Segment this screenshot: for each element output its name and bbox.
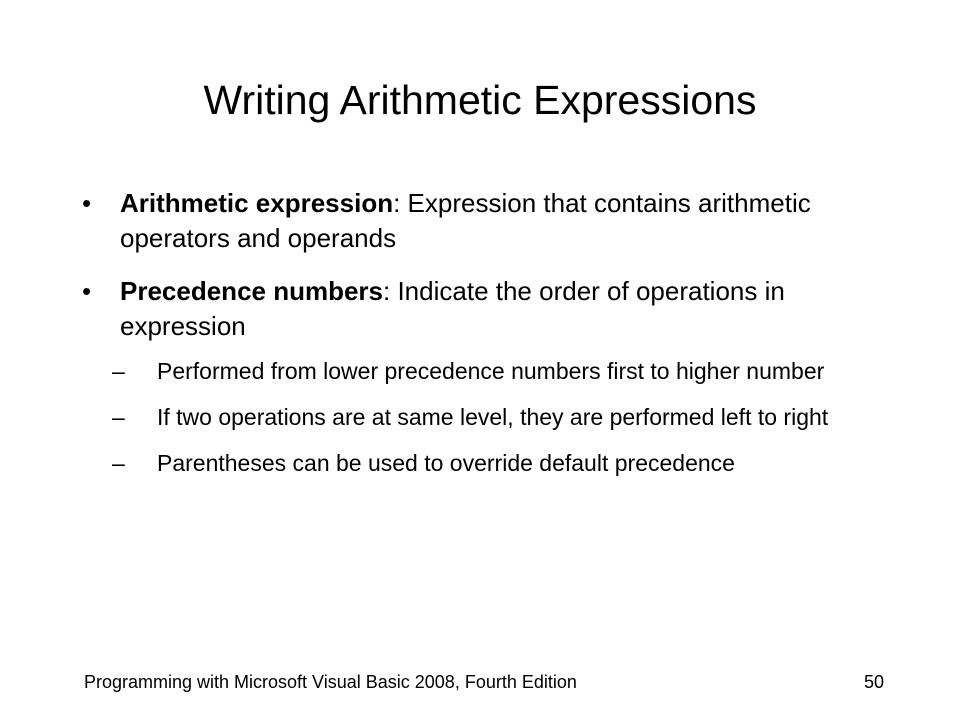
page-number: 50 <box>863 672 884 692</box>
bullet-text: : Indicate the order of operations in expression <box>120 276 785 341</box>
slide-title: Writing Arithmetic Expressions <box>203 77 757 123</box>
bullet-term: Arithmetic expression <box>120 188 394 218</box>
bullet-icon: • <box>82 188 92 218</box>
sub-bullet-item <box>112 448 888 479</box>
bullet-icon: • <box>82 276 92 306</box>
dash-icon: – <box>112 450 125 476</box>
bullet-item-precedence-numbers <box>78 274 888 479</box>
dash-icon: – <box>112 404 125 430</box>
slide-footer <box>84 670 884 694</box>
bullet-term: Precedence numbers <box>120 276 384 306</box>
dash-icon: – <box>112 358 125 384</box>
bullet-text: : Expression that contains arithmetic operators and operands <box>120 188 811 253</box>
bullet-item-arithmetic-expression <box>78 186 888 256</box>
bullet-list <box>78 186 888 497</box>
sub-bullet-text: Parentheses can be used to override default precedence <box>157 450 735 476</box>
sub-bullet-list <box>112 356 888 479</box>
sub-bullet-text: If two operations are at same level, they are performed left to right <box>157 404 829 430</box>
footer-text: Programming with Microsoft Visual Basic 2008, Fourth Edition <box>84 672 577 692</box>
sub-bullet-text: Performed from lower precedence numbers first to higher number <box>157 358 825 384</box>
sub-bullet-item <box>112 402 888 433</box>
sub-bullet-item <box>112 356 888 387</box>
